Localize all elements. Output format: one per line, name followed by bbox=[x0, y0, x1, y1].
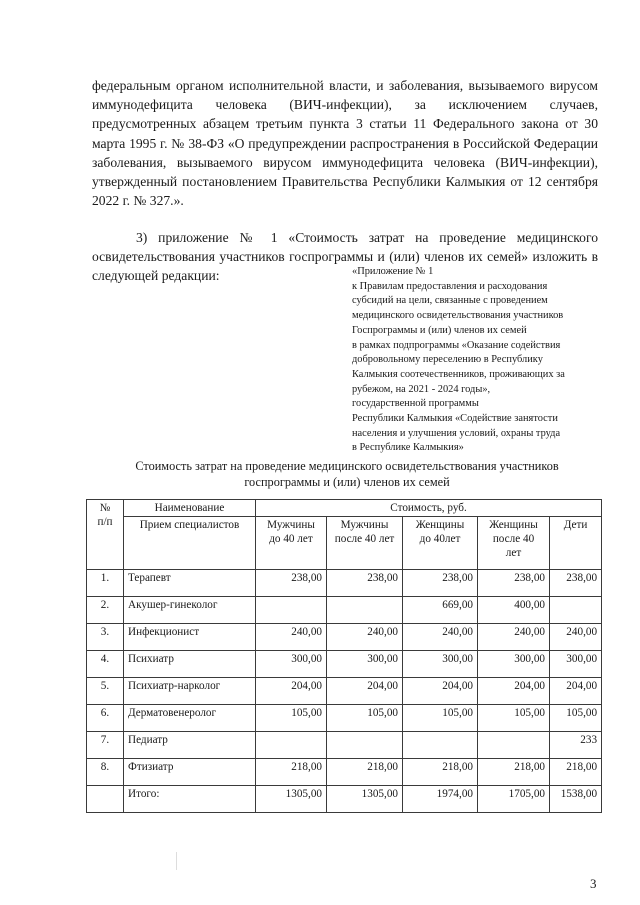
table-row bbox=[87, 678, 602, 705]
appendix-line: субсидий на цели, связанные с проведением bbox=[352, 295, 548, 307]
cost-cell bbox=[327, 597, 403, 624]
cost-cell: 238,00 bbox=[327, 570, 403, 597]
scan-artifact bbox=[176, 852, 177, 870]
table-title-line1: Стоимость затрат на проведение медицинского освидетельствования участников bbox=[135, 459, 559, 473]
cost-cell: 204,00 bbox=[256, 678, 327, 705]
table-row bbox=[87, 651, 602, 678]
appendix-line: медицинского освидетельствования участников bbox=[352, 310, 564, 322]
header-num: № п/п bbox=[87, 500, 124, 570]
cost-cell bbox=[256, 597, 327, 624]
appendix-line: к Правилам предоставления и расходования bbox=[352, 280, 548, 292]
cost-cell: 1305,00 bbox=[256, 786, 327, 813]
header-column: Дети bbox=[550, 517, 602, 570]
header-column: Мужчины до 40 лет bbox=[256, 517, 327, 570]
header-name: Наименование bbox=[124, 500, 256, 517]
row-specialist: Итого: bbox=[124, 786, 256, 813]
cost-cell: 105,00 bbox=[256, 705, 327, 732]
cost-cell: 218,00 bbox=[256, 759, 327, 786]
cost-cell: 240,00 bbox=[256, 624, 327, 651]
header-appointment: Прием специалистов bbox=[124, 517, 256, 570]
page-number: 3 bbox=[590, 876, 597, 891]
row-number: 8. bbox=[87, 759, 124, 786]
row-specialist: Инфекционист bbox=[124, 624, 256, 651]
cost-cell: 300,00 bbox=[327, 651, 403, 678]
row-specialist: Педиатр bbox=[124, 732, 256, 759]
cost-cell: 204,00 bbox=[327, 678, 403, 705]
appendix-line: Калмыкия соотечественников, проживающих за bbox=[352, 368, 565, 380]
appendix-line: Республики Калмыкия «Содействие занятости bbox=[352, 413, 558, 425]
cost-cell: 218,00 bbox=[478, 759, 550, 786]
cost-cell bbox=[478, 732, 550, 759]
appendix-line: добровольному переселению в Республику bbox=[352, 354, 543, 366]
cost-cell bbox=[403, 732, 478, 759]
row-number: 1. bbox=[87, 570, 124, 597]
cost-cell: 400,00 bbox=[478, 597, 550, 624]
table-row bbox=[87, 732, 602, 759]
cost-cell: 238,00 bbox=[550, 570, 602, 597]
table-row bbox=[87, 570, 602, 597]
cost-cell: 204,00 bbox=[550, 678, 602, 705]
cost-cell: 240,00 bbox=[478, 624, 550, 651]
table-row bbox=[87, 759, 602, 786]
cost-cell: 238,00 bbox=[478, 570, 550, 597]
table-row bbox=[87, 705, 602, 732]
row-number: 7. bbox=[87, 732, 124, 759]
header-cost: Стоимость, руб. bbox=[256, 500, 602, 517]
header-column: Женщины до 40лет bbox=[403, 517, 478, 570]
appendix-line: в Республике Калмыкия» bbox=[352, 442, 464, 454]
row-number: 2. bbox=[87, 597, 124, 624]
row-specialist: Дерматовенеролог bbox=[124, 705, 256, 732]
appendix-line: Госпрограммы и (или) членов их семей bbox=[352, 324, 527, 336]
table-title-line2: госпрограммы и (или) членов их семей bbox=[244, 474, 450, 489]
cost-cell: 218,00 bbox=[403, 759, 478, 786]
cost-cell: 300,00 bbox=[550, 651, 602, 678]
appendix-line: в рамках подпрограммы «Оказание содействия bbox=[352, 339, 561, 351]
cost-cell: 218,00 bbox=[550, 759, 602, 786]
cost-cell: 669,00 bbox=[403, 597, 478, 624]
cost-cell: 238,00 bbox=[256, 570, 327, 597]
cost-cell: 105,00 bbox=[403, 705, 478, 732]
cost-cell bbox=[256, 732, 327, 759]
table-title bbox=[92, 459, 602, 490]
cost-table bbox=[86, 499, 602, 813]
appendix-line: «Приложение № 1 bbox=[352, 266, 434, 277]
table-row bbox=[87, 786, 602, 813]
cost-cell: 105,00 bbox=[327, 705, 403, 732]
cost-cell: 105,00 bbox=[478, 705, 550, 732]
row-specialist: Акушер-гинеколог bbox=[124, 597, 256, 624]
row-number bbox=[87, 786, 124, 813]
cost-cell bbox=[550, 597, 602, 624]
row-number: 3. bbox=[87, 624, 124, 651]
cost-cell: 300,00 bbox=[403, 651, 478, 678]
cost-cell: 1705,00 bbox=[478, 786, 550, 813]
cost-cell: 218,00 bbox=[327, 759, 403, 786]
table-row bbox=[87, 597, 602, 624]
cost-cell: 105,00 bbox=[550, 705, 602, 732]
cost-cell: 300,00 bbox=[478, 651, 550, 678]
table-row bbox=[87, 624, 602, 651]
paragraph-amendment-3: 3) приложение № 1 «Стоимость затрат на проведение медицинского освидетельствования участников госпрограммы и (или) членов их семей» изложить в следующей редакции: bbox=[92, 230, 598, 284]
row-number: 4. bbox=[87, 651, 124, 678]
row-number: 6. bbox=[87, 705, 124, 732]
appendix-header bbox=[352, 265, 604, 456]
row-specialist: Фтизиатр bbox=[124, 759, 256, 786]
cost-cell: 300,00 bbox=[256, 651, 327, 678]
row-number: 5. bbox=[87, 678, 124, 705]
cost-cell: 240,00 bbox=[403, 624, 478, 651]
cost-cell: 233 bbox=[550, 732, 602, 759]
cost-cell: 240,00 bbox=[550, 624, 602, 651]
cost-cell: 238,00 bbox=[403, 570, 478, 597]
row-specialist: Терапевт bbox=[124, 570, 256, 597]
cost-cell: 1974,00 bbox=[403, 786, 478, 813]
cost-cell: 204,00 bbox=[478, 678, 550, 705]
header-column: Мужчины после 40 лет bbox=[327, 517, 403, 570]
cost-cell: 240,00 bbox=[327, 624, 403, 651]
cost-cell: 204,00 bbox=[403, 678, 478, 705]
cost-cell: 1538,00 bbox=[550, 786, 602, 813]
row-specialist: Психиатр bbox=[124, 651, 256, 678]
row-specialist: Психиатр-нарколог bbox=[124, 678, 256, 705]
appendix-line: государственной программы bbox=[352, 398, 479, 410]
cost-cell bbox=[327, 732, 403, 759]
appendix-line: населения и улучшения условий, охраны труда bbox=[352, 427, 561, 439]
header-column: Женщины после 40 лет bbox=[478, 517, 550, 570]
cost-cell: 1305,00 bbox=[327, 786, 403, 813]
paragraph-continuation: федеральным органом исполнительной власти, и заболевания, вызываемого вирусом иммунодефицита человека (ВИЧ-инфекции), за исключением случаев, предусмотренных абзацем третьим пункта 3 статьи 11 Федерального закона от 30 марта 1995 г. № 38-ФЗ «О предупреждении распространения в Российской Федерации заболевания, вызываемого вирусом иммунодефицита человека (ВИЧ-инфекции), утвержденный постановлением Правительства Республики Калмыкия от 12 сентября 2022 г. № 327.». bbox=[92, 78, 598, 209]
appendix-line: рубежом, на 2021 - 2024 годы», bbox=[352, 383, 491, 395]
